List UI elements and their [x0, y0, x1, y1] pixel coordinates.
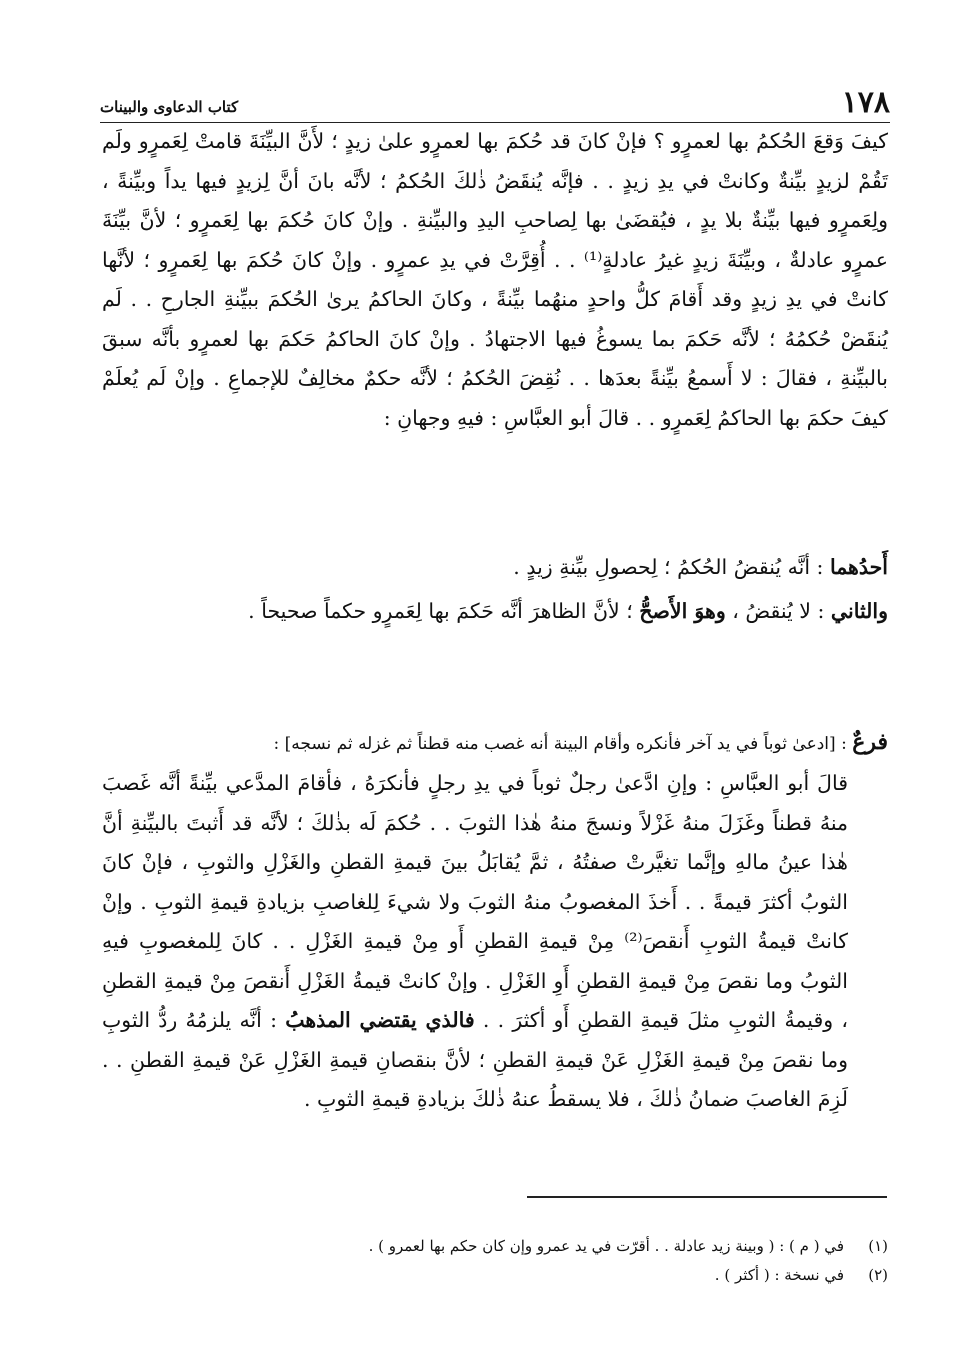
second-opinion-text-a: : لا يُنقضُ ،	[725, 599, 831, 623]
body-paragraph-bottom	[102, 764, 888, 1120]
footnote-text: في ( م ) : ( وبينة زيد عادلة . . أقرّت في يد عمرو وإن كان حكم بها لعمرو ) .	[368, 1237, 844, 1255]
book-title: كتاب الدعاوى والبينات	[100, 98, 239, 116]
footnote	[102, 1232, 888, 1261]
body-paragraph-top	[102, 122, 888, 438]
footnote-number: (١)	[868, 1237, 888, 1255]
paragraph-text: كيفَ وَقعَ الحُكمُ بها لعمرٍو ؟ فإنْ كانَ قد حُكمَ بها لعمرٍو علىٰ زيدٍ ؛ لأَنَّ البيِّنَةَ قامتْ لِعَمرٍو ولَم تَقُمْ لزيدٍ بيِّنةٌ وكانتْ في يدِ زيدٍ . . فإنَّه يُنقَضُ ذٰلكَ الحُكمُ ؛ لأنَّه بانَ أنَّ لِزيدٍ فيها يداً وبيِّنةً ، ولِعَمرٍو فيها بيِّنةٌ بلا يدٍ ، فيُقضَىٰ بها لِصاحبِ اليدِ والبيِّنةِ . وإنْ كانَ حُكمَ بها لِعَمرٍو ؛ لأنَّ بيِّنَةَ عمرٍو عادلةٌ ، وبيِّنَةَ زيدٍ غيرُ عادلةٍ⁽¹⁾ . . أُقِرَّتْ في يدِ عمرٍو . وإنْ كانَ حُكمَ بها لِعَمرٍو ؛ لأنَّها كانتْ في يدِ زيدٍ وقد أَقامَ كلُّ واحدٍ منهُما بيِّنةً ، وكانَ الحاكمُ يرىٰ الحُكمَ ببيِّنةِ الجارحِ . . لَم يُنقَضْ حُكمُهُ ؛ لأنَّه حَكمَ بما يسوغُ فيها الاجتهادُ . وإنْ كانَ الحاكمُ حَكمَ بها لعمرٍو بأنَّه سبقَ بالبيِّنةِ ، فقالَ : لا أَسمعُ بيِّنةً بعدَها . . نُقِضَ الحُكمُ ؛ لأنَّه حكمٌ مخالِفٌ للإجماعِ . وإنْ لَم يُعلَمْ كيفَ حكمَ بها الحاكمُ لِعَمرٍو . . قالَ أبو العبَّاسِ : فيهِ وجهانِ :	[102, 129, 888, 430]
footnote-text: في نسخة : ( أكثر ) .	[714, 1266, 844, 1284]
first-opinion	[102, 548, 888, 588]
second-opinion	[102, 592, 888, 632]
section-word: فرعٌ	[852, 729, 888, 755]
footnotes	[102, 1232, 888, 1290]
second-opinion-text-b: ؛ لأنَّ الظاهرَ أنَّه حَكمَ بها لِعَمرٍو حكماً صحيحاً .	[248, 599, 640, 623]
paragraph-bold: فالذي يقتضي المذهبُ	[285, 1008, 475, 1032]
paragraph-text-b: : أنَّه يلزمُهُ ردُّ الثوبِ وما نقصَ مِنْ قيمةِ الغَزْلِ عَنْ قيمةِ القطنِ ؛ لأنَّ بنقصانِ قيمةِ الغَزْلِ عَنْ قيمةِ القطنِ . . لَزِمَ الغاصبَ ضمانُ ذٰلكَ ، فلا يسقطُ عنهُ ذٰلكَ بزيادةِ قيمةِ الثوبِ .	[102, 1008, 848, 1111]
footnote-divider	[527, 1196, 887, 1198]
footnote-number: (٢)	[868, 1266, 888, 1284]
paragraph-text	[102, 764, 848, 1120]
first-opinion-text: : أنَّه يُنقضُ الحُكمُ ؛ لِحصولِ بيِّنةِ زيدٍ .	[513, 555, 830, 579]
first-opinion-label: أَحدُهما	[829, 555, 888, 579]
page-number: ١٧٨	[841, 85, 890, 120]
second-opinion-label: والثاني	[830, 599, 888, 623]
paragraph-text-a: قالَ أبو العبَّاسِ : وإنِ ادَّعىٰ رجلٌ ثوباً في يدِ رجلٍ فأنكرَهُ ، فأقامَ المدَّعي بيِّنةً أنَّه غَصبَ منهُ قطناً وغَزَلَ منهُ غَزْلاً ونسجَ منهُ هٰذا الثوبَ . . حُكمَ لَه بذٰلكَ ؛ لأنَّه قد أَثبتَ بالبيِّنةِ أنَّ هٰذا عينُ مالهِ وإنَّما تغيَّرتْ صفتُهُ ، ثمَّ يُقابَلُ بينَ قيمةِ القطنِ والغَزْلِ والثوبِ ، فإنْ كانَ الثوبُ أكثرَ قيمةً . . أَخذَ المغصوبُ منهُ الثوبَ ولا شيءَ لِلغاصبِ بزيادةِ قيمةِ الثوبِ . وإنْ كانتْ قيمةُ الثوبِ أَنقصَ⁽²⁾ مِنْ قيمةِ القطنِ أَو مِنْ قيمةِ الغَزْلِ . . كانَ لِلمغصوبِ فيهِ الثوبُ وما نقصَ مِنْ قيمةِ القطنِ أَوِ الغَزْلِ . وإنْ كانتْ قيمةُ الغَزْلِ أَنقصَ مِنْ قيمةِ القطنِ ، وقيمةُ الثوبِ مثلَ قيمةِ القطنِ أَو أكثرَ . .	[102, 771, 849, 1032]
section-title: : [ادعىٰ ثوباً في يد آخر فأنكره وأقام البينة أنه غصب منه قطناً ثم غزله ثم نسجه] :	[273, 734, 853, 754]
page-header	[100, 82, 890, 123]
section-heading	[102, 725, 888, 761]
footnote	[102, 1261, 888, 1290]
second-opinion-emphasis: وهوَ الأَصحُّ	[639, 599, 726, 623]
